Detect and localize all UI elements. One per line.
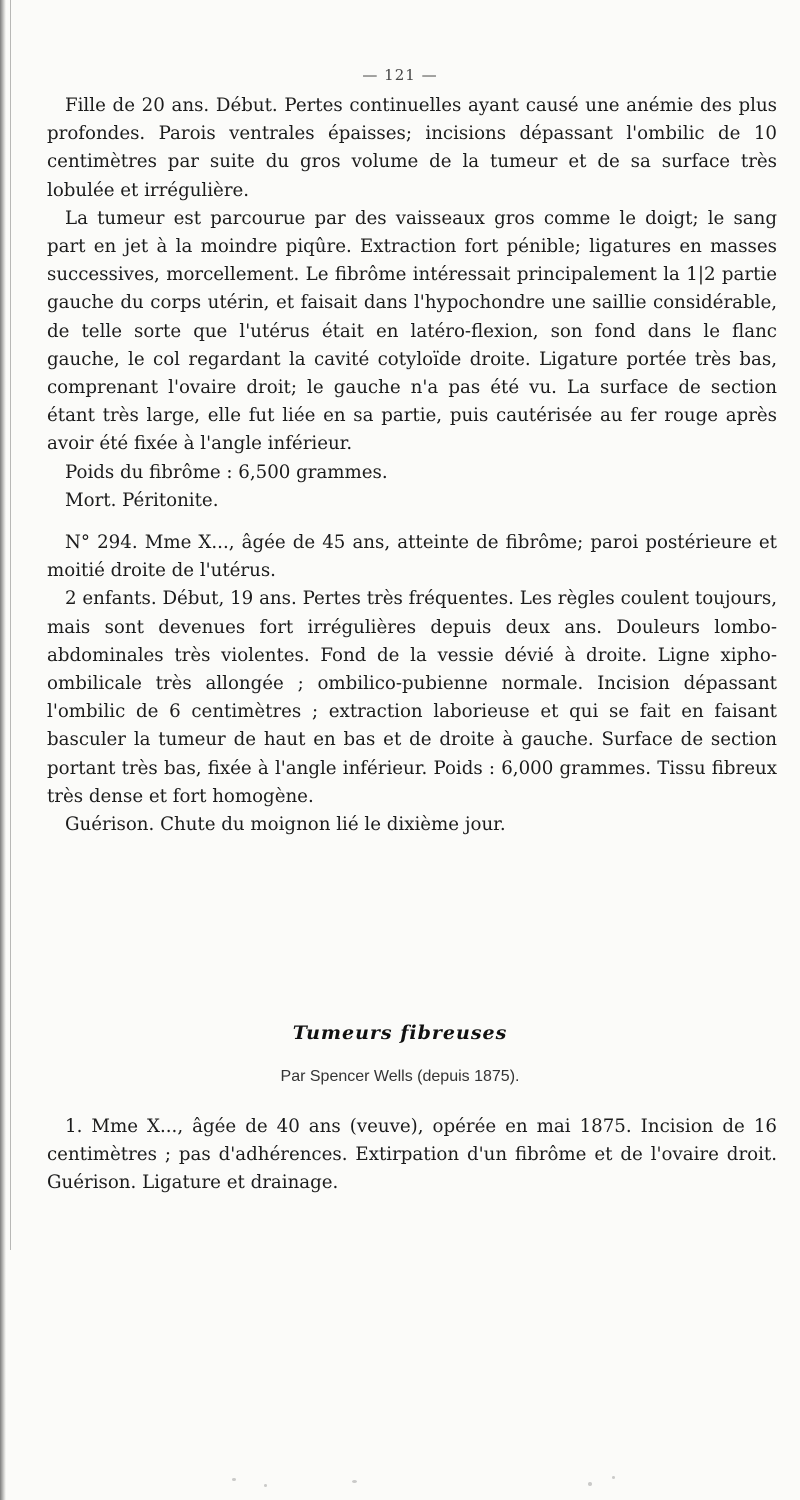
case-text xyxy=(47,92,777,839)
paper-speck xyxy=(612,1476,615,1479)
paper-speck xyxy=(264,1484,267,1487)
paper-speck xyxy=(352,1480,357,1483)
margin-rule xyxy=(10,0,11,1250)
paper-speck xyxy=(588,1482,592,1486)
paragraph-case-294-header: N° 294. Mme X..., âgée de 45 ans, atteinte de fibrôme; paroi postérieure et moitié droite de l'utérus. xyxy=(47,532,777,582)
paragraph-case-294-details: 2 enfants. Début, 19 ans. Pertes très fréquentes. Les règles coulent toujours, mais sont devenues fort irrégulières depuis deux ans. Douleurs lombo-abdominales très violentes. Fond de la vessie dévié à droite. Ligne xipho-ombilicale très allongée ; ombilico-pubienne normale. Incision dépassant l'ombilic de 6 centimètres ; extraction laborieuse et qui se fait en faisant basculer la tumeur de haut en bas et de droite à gauche. Surface de section portant très bas, fixée à l'angle inférieur. Poids : 6,000 grammes. Tissu fibreux très dense et fort homogène. xyxy=(47,588,777,807)
paragraph-case-operation: La tumeur est parcourue par des vaisseaux gros comme le doigt; le sang part en jet à la moindre piqûre. Extraction fort pénible; ligatures en masses successives, morcellement. Le fibrôme intéressait principalement la 1|2 partie gauche du corps utérin, et faisait dans l'hypochondre une saillie considérable, de telle sorte que l'utérus était en latéro-flexion, son fond dans le flanc gauche, le col regardant la cavité cotyloïde droite. Ligature portée très bas, comprenant l'ovaire droit; le gauche n'a pas été vu. La surface de section étant très large, elle fut liée en sa partie, puis cautérisée au fer rouge après avoir été fixée à l'angle inférieur. xyxy=(47,207,777,455)
paragraph-case-294-outcome: Guérison. Chute du moignon lié le dixième jour. xyxy=(65,814,506,836)
section-heading: Tumeurs fibreuses xyxy=(292,1022,508,1044)
section-byline: Par Spencer Wells (depuis 1875). xyxy=(280,1068,520,1085)
paragraph-case-outcome: Mort. Péritonite. xyxy=(65,489,219,511)
page-number: — 121 — xyxy=(362,66,438,84)
paragraph-case-intro: Fille de 20 ans. Début. Pertes continuelles ayant causé une anémie des plus profondes. Parois ventrales épaisses; incisions dépassant l'ombilic de 10 centimètres par suite du gros volume de la tumeur et de sa surface très lobulée et irrégulière. xyxy=(47,95,777,201)
page-binding-edge xyxy=(0,0,6,1500)
paragraph-entry-1: 1. Mme X..., âgée de 40 ans (veuve), opérée en mai 1875. Incision de 16 centimètres ; pas d'adhérences. Extirpation d'un fibrôme et de l'ovaire droit. Guérison. Ligature et drainage. xyxy=(47,1116,777,1194)
entry-text xyxy=(47,1113,777,1198)
paragraph-case-weight: Poids du fibrôme : 6,500 grammes. xyxy=(65,461,388,483)
paper-speck xyxy=(232,1478,236,1481)
